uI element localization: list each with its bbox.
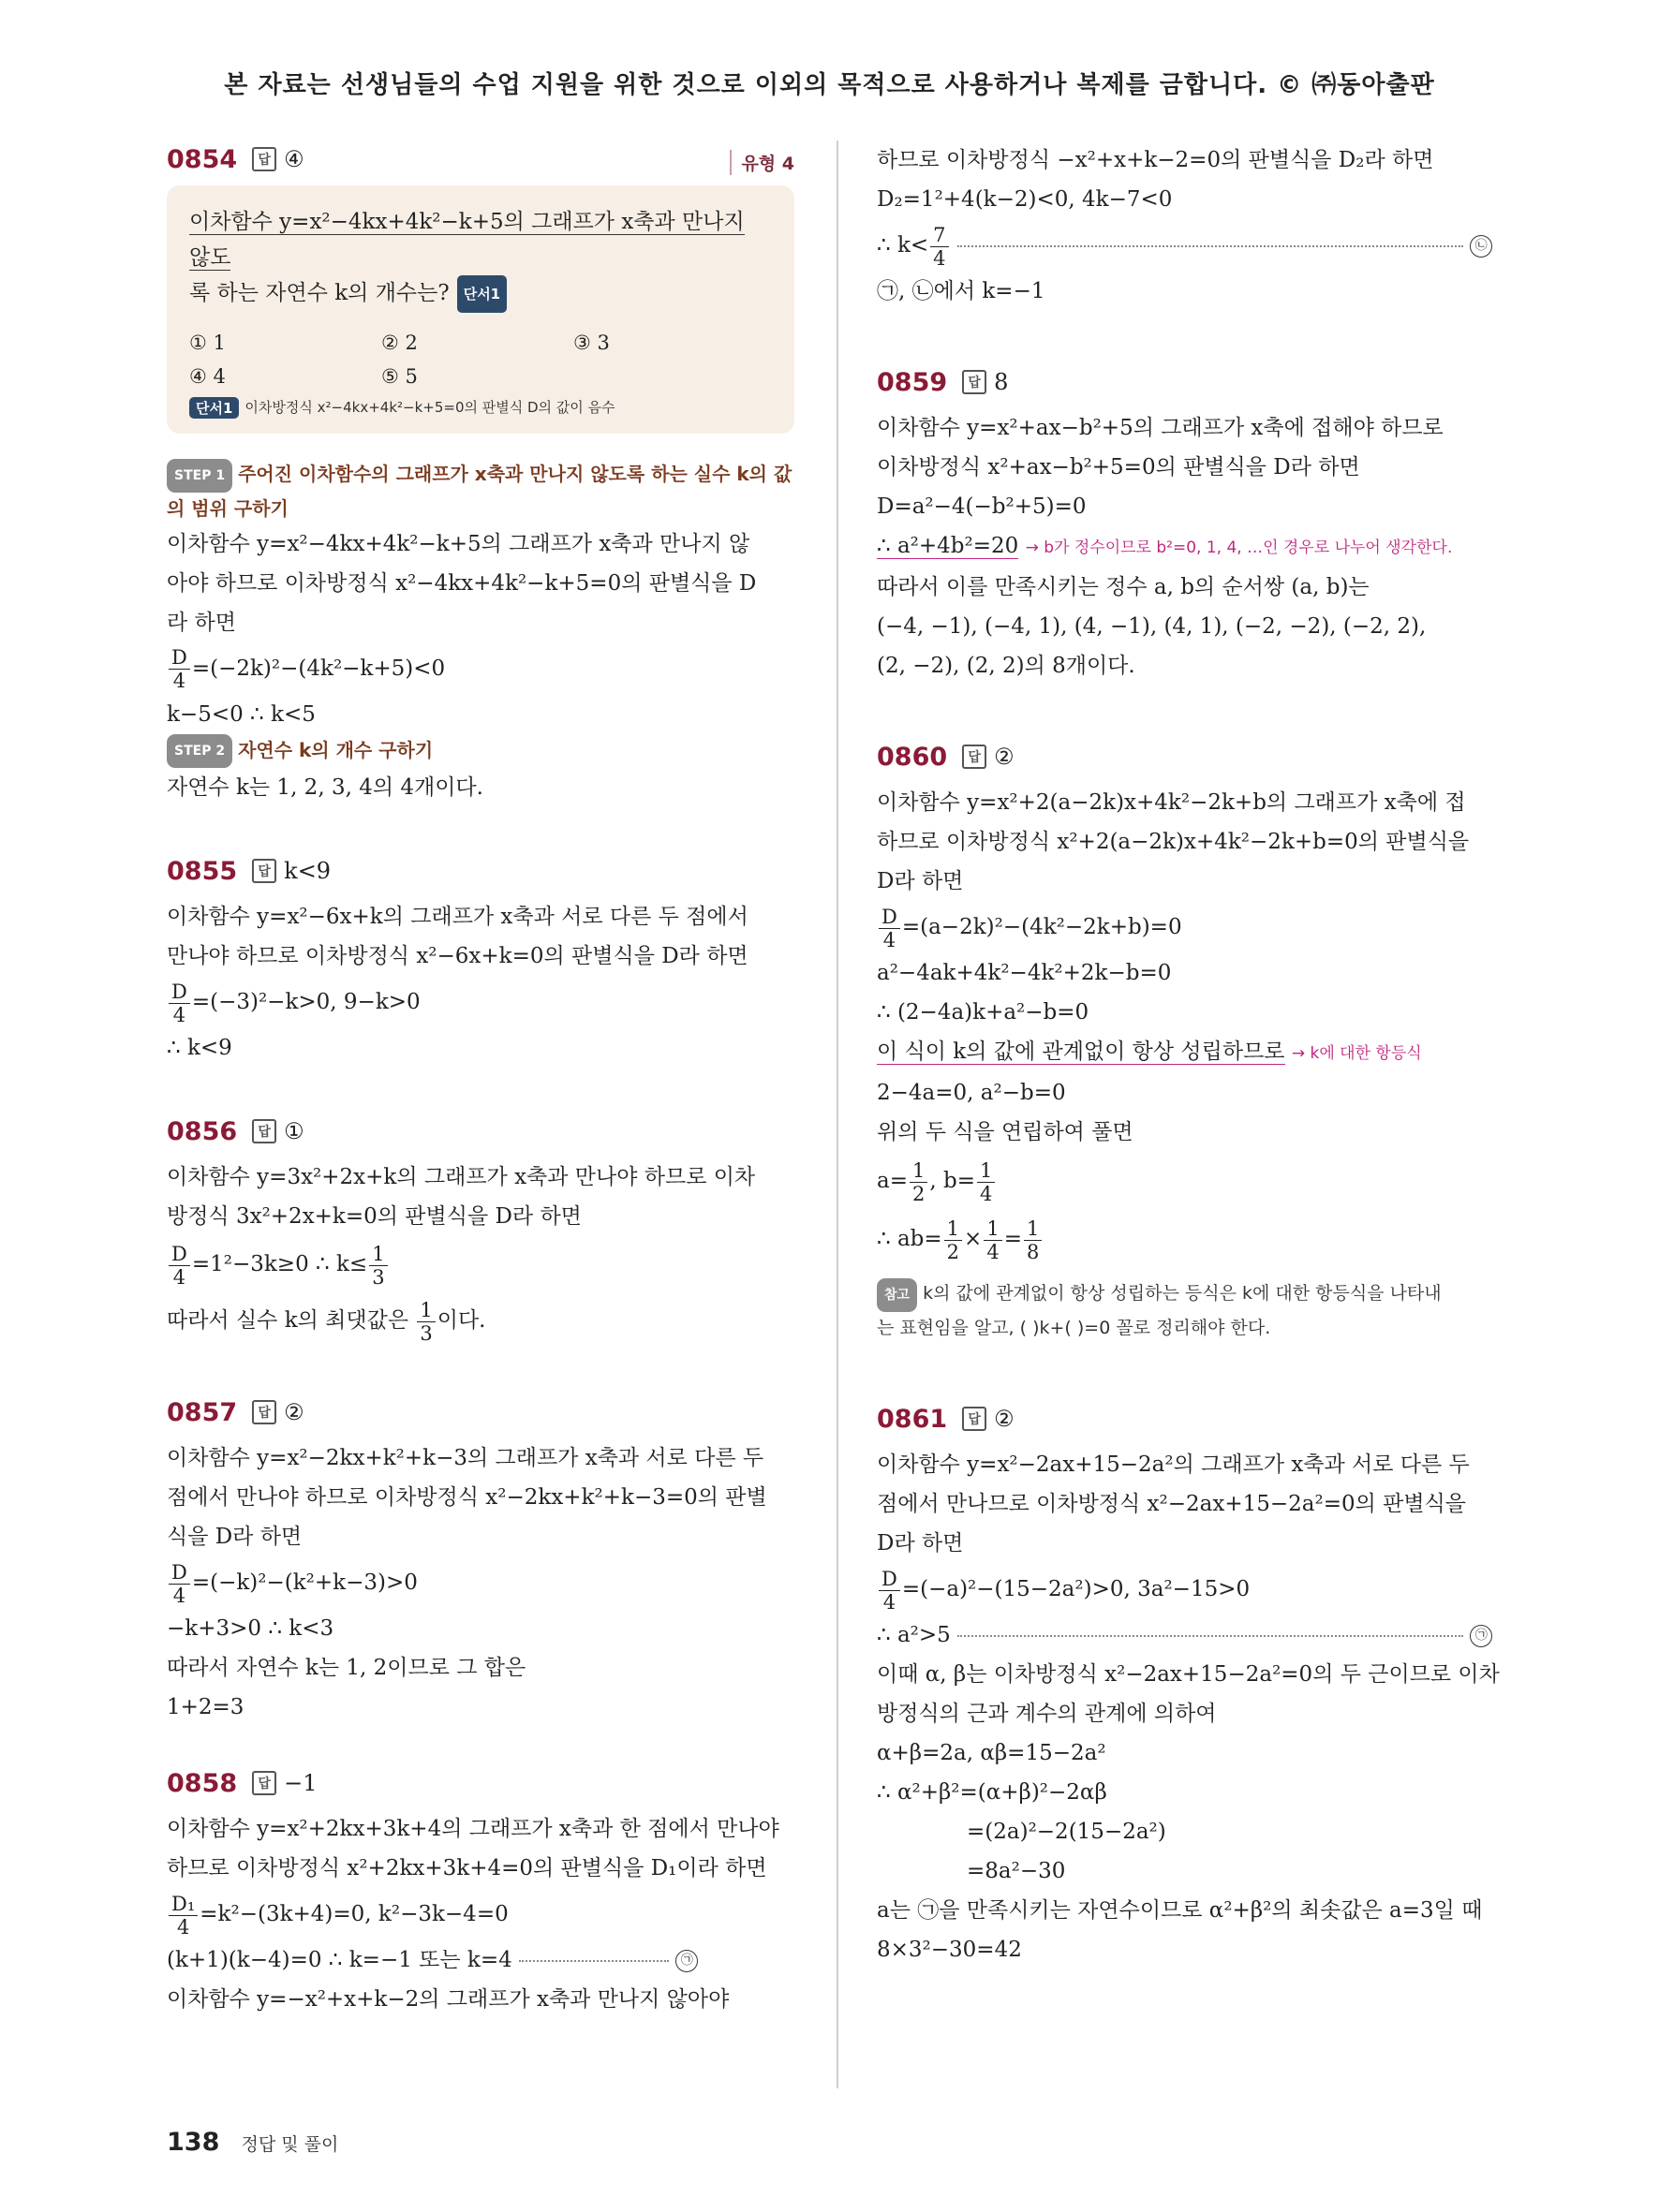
hint-tag: 단서1: [457, 275, 507, 313]
answer-badge: 답: [252, 1119, 276, 1143]
solution-line: 따라서 이를 만족시키는 정수 a, b의 순서쌍 (a, b)는: [877, 575, 1370, 599]
answer: ②: [994, 744, 1015, 770]
equation: =(−a)²−(15−2a²)>0, 3a²−15>0: [901, 1577, 1251, 1601]
answer: ①: [284, 1118, 304, 1144]
solution-line: ∴ k<9: [167, 1036, 232, 1060]
hint-text: 이차방정식 x²−4kx+4k²−k+5=0의 판별식 D의 값이 음수: [244, 399, 615, 416]
fraction: $\frac{D}{4}$: [169, 1561, 190, 1607]
answer: ④: [284, 146, 304, 172]
solution-line: 라 하면: [167, 610, 236, 635]
answer: ②: [284, 1399, 304, 1425]
step-badge: STEP 2: [167, 734, 232, 768]
fraction: $\frac{D}{4}$: [879, 1568, 900, 1614]
problem-number: 0855: [167, 856, 238, 886]
solution-line: 이차함수 y=x²−2ax+15−2a²의 그래프가 x축과 서로 다른 두: [877, 1453, 1470, 1477]
solution-line: (k+1)(k−4)=0 ∴ k=−1 또는 k=4: [167, 1948, 512, 1972]
problem-0858-continued: [877, 140, 1514, 311]
solution-line: ㉠, ㉡에서 k=−1: [877, 279, 1045, 303]
solution-line: a는 ㉠을 만족시키는 자연수이므로 α²+β²의 최솟값은 a=3일 때: [877, 1898, 1483, 1923]
fraction: $\frac{1}{4}$: [977, 1159, 995, 1205]
solution-line: 이다.: [437, 1308, 486, 1333]
fraction: $\frac{7}{4}$: [930, 224, 948, 270]
problem-0855: [167, 852, 794, 1068]
solution-line: a²−4ak+4k²−4k²+2k−b=0: [877, 961, 1172, 985]
fraction: $\frac{1}{4}$: [984, 1217, 1001, 1263]
solution-line: 이차함수 y=x²+ax−b²+5의 그래프가 x축에 접해야 하므로: [877, 416, 1444, 440]
solution-line: ∴ ab=: [877, 1227, 942, 1251]
answer: ②: [994, 1406, 1015, 1432]
solution-line: −k+3>0 ∴ k<3: [167, 1616, 334, 1641]
problem-0859: [877, 363, 1514, 686]
solution-line: 방정식의 근과 계수의 관계에 의하여: [877, 1702, 1217, 1726]
equation: =k²−(3k+4)=0, k²−3k−4=0: [200, 1902, 509, 1926]
solution-line: =8a²−30: [967, 1859, 1066, 1883]
solution-line: (−4, −1), (−4, 1), (4, −1), (4, 1), (−2, −2), (−2, 2),: [877, 614, 1427, 639]
fraction: $\frac{1}{3}$: [369, 1243, 387, 1289]
solution-line: 이 식이 k의 값에 관계없이 항상 성립하므로: [877, 1040, 1285, 1064]
solution-line: , b=: [929, 1169, 975, 1193]
problem-0856: [167, 1113, 794, 1349]
solution-line: 아야 하므로 이차방정식 x²−4kx+4k²−k+5=0의 판별식을 D: [167, 570, 757, 596]
left-column: [167, 140, 794, 2019]
fraction: $\frac{D}{4}$: [169, 981, 190, 1026]
problem-number: 0856: [167, 1116, 238, 1146]
question-box: [167, 185, 794, 434]
answer: −1: [284, 1770, 318, 1796]
solution-line: 점에서 만나야 하므로 이차방정식 x²−2kx+k²+k−3=0의 판별: [167, 1485, 767, 1510]
solution-line: D₂=1²+4(k−2)<0, 4k−7<0: [877, 187, 1173, 212]
problem-number: 0860: [877, 742, 948, 772]
solution-line: D라 하면: [877, 1531, 964, 1556]
problem-0857: [167, 1394, 794, 1727]
choice-5: ⑤ 5: [381, 365, 418, 388]
fraction: $\frac{\text{D₁}}{4}$: [169, 1893, 198, 1939]
arrow-note: → k에 대한 항등식: [1291, 1044, 1422, 1063]
page-number: 138: [167, 2128, 220, 2157]
solution-line: 만나야 하므로 이차방정식 x²−6x+k=0의 판별식을 D라 하면: [167, 944, 748, 968]
solution-line: 이차함수 y=x²+2kx+3k+4의 그래프가 x축과 한 점에서 만나야: [167, 1817, 779, 1841]
problem-0861: [877, 1400, 1514, 1969]
problem-number: 0858: [167, 1768, 238, 1798]
equation: =1²−3k≥0 ∴ k≤: [191, 1252, 368, 1276]
problem-0860: [877, 738, 1514, 1344]
solution-line: k−5<0 ∴ k<5: [167, 701, 316, 727]
copyright-banner: 본 자료는 선생님들의 수업 지원을 위한 것으로 이외의 목적으로 사용하거나 복제를 금합니다. © ㈜동아출판: [224, 71, 1435, 99]
solution-line: 이차함수 y=−x²+x+k−2의 그래프가 x축과 만나지 않아야: [167, 1987, 730, 2012]
solution-line: ∴ (2−4a)k+a²−b=0: [877, 1000, 1089, 1025]
solution-line: 하므로 이차방정식 x²+2(a−2k)x+4k²−2k+b=0의 판별식을: [877, 830, 1470, 854]
solution-line: 점에서 만나므로 이차방정식 x²−2ax+15−2a²=0의 판별식을: [877, 1492, 1467, 1516]
reference-text: k의 값에 관계없이 항상 성립하는 등식은 k에 대한 항등식을 나타내: [923, 1283, 1442, 1304]
solution-line: ∴ a²>5: [877, 1623, 951, 1647]
solution-line: 이때 α, β는 이차방정식 x²−2ax+15−2a²=0의 두 근이므로 이차: [877, 1662, 1500, 1687]
step-badge: STEP 1: [167, 459, 232, 493]
solution-line: 따라서 실수 k의 최댓값은: [167, 1308, 409, 1333]
step-title: 자연수 k의 개수 구하기: [238, 738, 434, 761]
column-divider: [837, 140, 838, 2088]
solution-line: ∴ α²+β²=(α+β)²−2αβ: [877, 1780, 1107, 1805]
solution-line: 이차함수 y=x²+2(a−2k)x+4k²−2k+b의 그래프가 x축에 접: [877, 790, 1466, 815]
solution-line: 하므로 이차방정식 x²+2kx+3k+4=0의 판별식을 D₁이라 하면: [167, 1856, 767, 1880]
reference-text: 는 표현임을 알고, ( )k+( )=0 꼴로 정리해야 한다.: [877, 1318, 1271, 1338]
solution-line: 하므로 이차방정식 −x²+x+k−2=0의 판별식을 D₂라 하면: [877, 148, 1434, 172]
solution-line: 식을 D라 하면: [167, 1525, 303, 1549]
answer: k<9: [284, 858, 332, 884]
solution-line: 이차방정식 x²+ax−b²+5=0의 판별식을 D라 하면: [877, 455, 1360, 479]
solution-line: 이차함수 y=x²−2kx+k²+k−3의 그래프가 x축과 서로 다른 두: [167, 1446, 764, 1470]
solution-line: 위의 두 식을 연립하여 풀면: [877, 1120, 1133, 1144]
circle-mark: ㉠: [675, 1950, 698, 1972]
circle-mark: ㉡: [1470, 235, 1492, 258]
solution-line: =: [1003, 1227, 1022, 1251]
fraction: $\frac{1}{3}$: [417, 1299, 435, 1345]
answer-badge: 답: [252, 859, 276, 883]
step-title: 주어진 이차함수의 그래프가 x축과 만나지 않도록 하는 실수 k의 값: [238, 463, 792, 485]
answer-badge: 답: [962, 370, 986, 394]
choice-3: ③ 3: [573, 332, 610, 354]
question-line: 이차함수 y=x²−4kx+4k²−k+5의 그래프가 x축과 만나지 않도: [189, 210, 745, 270]
fraction: $\frac{D}{4}$: [169, 646, 190, 692]
solution-line: α+β=2a, αβ=15−2a²: [877, 1741, 1106, 1765]
solution-line: 2−4a=0, a²−b=0: [877, 1081, 1066, 1105]
answer-badge: 답: [252, 1400, 276, 1424]
page-footer: [167, 2128, 338, 2157]
reference-badge: 참고: [877, 1278, 917, 1312]
solution-line: 자연수 k는 1, 2, 3, 4의 4개이다.: [167, 775, 483, 800]
answer-badge: 답: [252, 147, 276, 171]
fraction: $\frac{1}{8}$: [1024, 1217, 1042, 1263]
equation: =(−k)²−(k²+k−3)>0: [191, 1571, 418, 1595]
problem-number: 0861: [877, 1404, 948, 1434]
fraction: $\frac{D}{4}$: [169, 1243, 190, 1289]
solution-line: =(2a)²−2(15−2a²): [967, 1820, 1166, 1844]
circle-mark: ㉠: [1470, 1625, 1492, 1647]
solution-line: D=a²−4(−b²+5)=0: [877, 494, 1087, 519]
answer-badge: 답: [252, 1771, 276, 1795]
choice-4: ④ 4: [189, 365, 226, 388]
problem-0858: [167, 1764, 794, 2019]
solution-line: ∴ a²+4b²=20: [877, 534, 1019, 558]
footer-label: 정답 및 풀이: [241, 2134, 339, 2155]
question-line: 록 하는 자연수 k의 개수는?: [189, 281, 450, 305]
solution-line: 8×3²−30=42: [877, 1938, 1022, 1962]
solution-line: ∴ k<: [877, 233, 929, 258]
choice-1: ① 1: [189, 332, 226, 354]
type-tag: 유형 4: [730, 150, 794, 175]
problem-number: 0857: [167, 1397, 238, 1427]
step-title: 의 범위 구하기: [167, 496, 289, 520]
equation: =(a−2k)²−(4k²−2k+b)=0: [901, 915, 1182, 939]
hint-tag: 단서1: [189, 397, 239, 419]
solution-line: a=: [877, 1169, 908, 1193]
choices: [189, 326, 772, 393]
solution-line: 따라서 자연수 k는 1, 2이므로 그 합은: [167, 1656, 526, 1680]
solution-line: ×: [964, 1227, 983, 1251]
right-column: [877, 140, 1514, 1969]
choice-2: ② 2: [381, 332, 418, 354]
fraction: $\frac{1}{2}$: [944, 1217, 962, 1263]
fraction: $\frac{D}{4}$: [879, 906, 900, 951]
solution-line: 방정식 3x²+2x+k=0의 판별식을 D라 하면: [167, 1204, 582, 1229]
solution-line: 이차함수 y=3x²+2x+k의 그래프가 x축과 만나야 하므로 이차: [167, 1165, 756, 1189]
problem-number: 0859: [877, 367, 948, 397]
answer-badge: 답: [962, 1407, 986, 1431]
equation: =(−3)²−k>0, 9−k>0: [191, 990, 421, 1014]
solution-line: D라 하면: [877, 869, 964, 893]
problem-0854: [167, 140, 794, 807]
answer: 8: [994, 369, 1009, 395]
answer-badge: 답: [962, 745, 986, 769]
arrow-note: → b가 정수이므로 b²=0, 1, 4, …인 경우로 나누어 생각한다.: [1025, 538, 1453, 557]
problem-number: 0854: [167, 144, 238, 174]
solution-line: 이차함수 y=x²−6x+k의 그래프가 x축과 서로 다른 두 점에서: [167, 905, 748, 929]
equation: =(−2k)²−(4k²−k+5)<0: [191, 656, 446, 681]
solution-line: (2, −2), (2, 2)의 8개이다.: [877, 654, 1135, 678]
solution-line: 이차함수 y=x²−4kx+4k²−k+5의 그래프가 x축과 만나지 않: [167, 531, 750, 556]
solution-line: 1+2=3: [167, 1695, 244, 1719]
fraction: $\frac{1}{2}$: [910, 1159, 927, 1205]
